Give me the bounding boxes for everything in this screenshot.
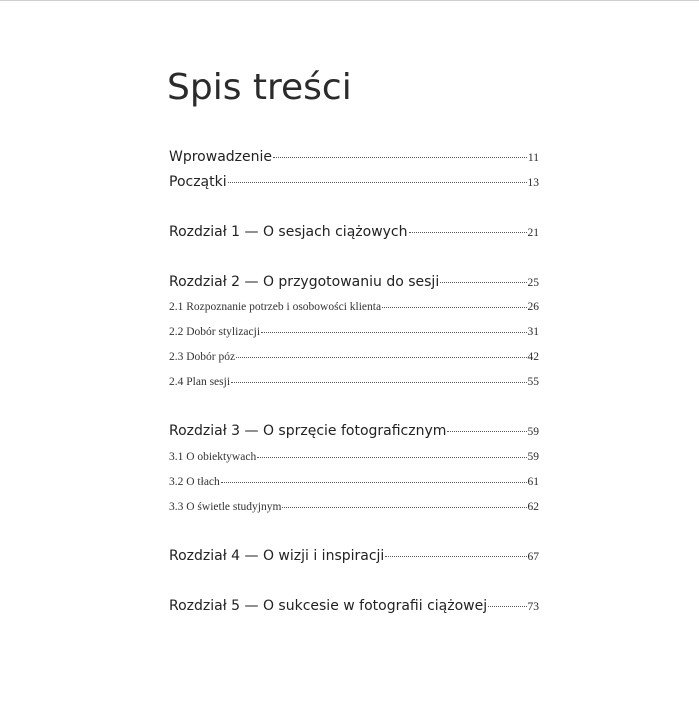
- toc-page-number: 73: [527, 601, 539, 613]
- dot-leader: [261, 332, 526, 333]
- dot-leader: [488, 606, 526, 607]
- toc-page-number: 11: [527, 152, 539, 164]
- toc-entry-label: 2.1 Rozpoznanie potrzeb i osobowości klienta: [169, 301, 382, 313]
- dot-leader: [440, 282, 526, 283]
- toc-entry-label: 3.2 O tłach: [169, 476, 220, 488]
- toc-entry-label: 3.3 O świetle studyjnym: [169, 501, 282, 513]
- dot-leader: [221, 482, 527, 483]
- toc-entry-label: 2.4 Plan sesji: [169, 376, 231, 388]
- toc-page-number: 26: [527, 301, 539, 313]
- page-title: Spis treści: [167, 67, 352, 108]
- toc-entry-3-3[interactable]: [169, 501, 539, 513]
- toc-page-number: 61: [527, 476, 539, 488]
- toc-entry-2-4[interactable]: [169, 376, 539, 388]
- dot-leader: [409, 232, 527, 233]
- dot-leader: [447, 431, 526, 432]
- toc-entry-3-2[interactable]: [169, 476, 539, 488]
- toc-page-number: 55: [527, 376, 539, 388]
- toc-entry-label: Wprowadzenie: [169, 149, 272, 165]
- toc-page-number: 25: [527, 277, 539, 289]
- toc-entry-wprowadzenie[interactable]: [169, 149, 539, 165]
- toc-entry-2-1[interactable]: [169, 301, 539, 313]
- dot-leader: [385, 556, 526, 557]
- toc-entry-2-3[interactable]: [169, 351, 539, 363]
- toc-entry-label: Początki: [169, 174, 227, 190]
- toc-entry-rozdzial-5[interactable]: [169, 598, 539, 614]
- toc-entry-label: 2.2 Dobór stylizacji: [169, 326, 261, 338]
- toc-entry-3-1[interactable]: [169, 451, 539, 463]
- toc-entry-rozdzial-4[interactable]: [169, 548, 539, 564]
- toc-entry-label: Rozdział 2 — O przygotowaniu do sesji: [169, 274, 440, 290]
- toc-page-number: 62: [527, 501, 539, 513]
- dot-leader: [236, 357, 526, 358]
- toc-page-number: 13: [527, 177, 539, 189]
- toc-entry-rozdzial-1[interactable]: [169, 224, 539, 240]
- toc-entry-rozdzial-2[interactable]: [169, 274, 539, 290]
- toc-entry-label: 3.1 O obiektywach: [169, 451, 257, 463]
- toc-page-number: 42: [527, 351, 539, 363]
- toc-entry-label: 2.3 Dobór póz: [169, 351, 236, 363]
- dot-leader: [273, 157, 527, 158]
- table-of-contents: [169, 0, 539, 706]
- toc-entry-label: Rozdział 4 — O wizji i inspiracji: [169, 548, 385, 564]
- toc-entry-2-2[interactable]: [169, 326, 539, 338]
- toc-entry-label: Rozdział 1 — O sesjach ciążowych: [169, 224, 408, 240]
- toc-entry-label: Rozdział 3 — O sprzęcie fotograficznym: [169, 423, 447, 439]
- toc-entry-rozdzial-3[interactable]: [169, 423, 539, 439]
- dot-leader: [231, 382, 526, 383]
- toc-page-number: 59: [527, 451, 539, 463]
- dot-leader: [382, 307, 526, 308]
- toc-page-number: 59: [527, 426, 539, 438]
- toc-entry-label: Rozdział 5 — O sukcesie w fotografii ciążowej: [169, 598, 488, 614]
- toc-page-number: 31: [527, 326, 539, 338]
- dot-leader: [257, 457, 526, 458]
- dot-leader: [228, 182, 527, 183]
- dot-leader: [282, 507, 526, 508]
- toc-page-number: 67: [527, 551, 539, 563]
- toc-entry-poczatki[interactable]: [169, 174, 539, 190]
- toc-page-number: 21: [527, 227, 539, 239]
